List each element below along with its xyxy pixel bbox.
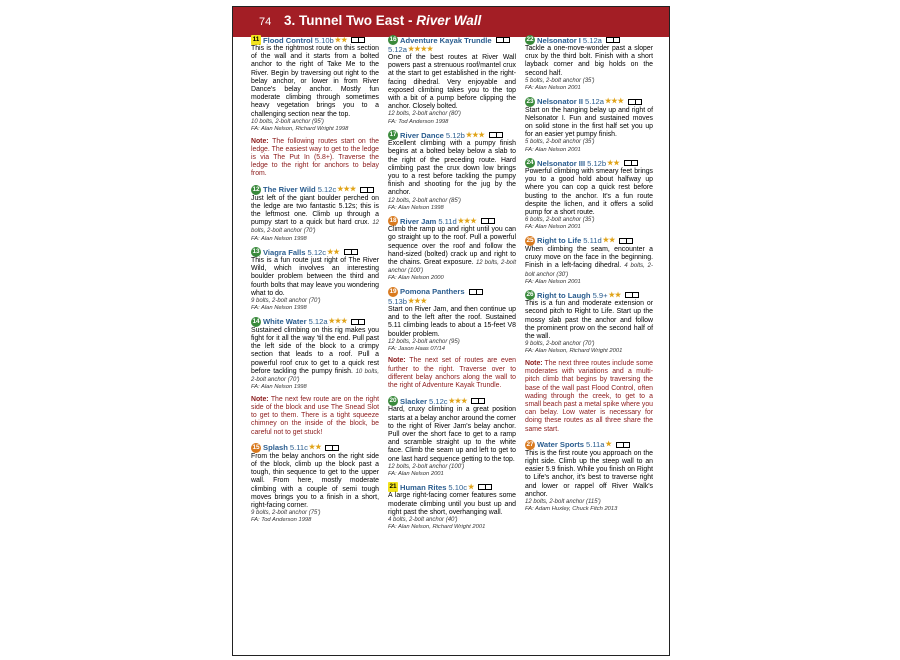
first-ascent: FA: Alan Nelson 1998 (251, 384, 307, 391)
route-description: This is the rightmost route on this section of the wall and it starts from a bolted anchor to the right of Take Me to the River. Begin by traversing out right to the belay anchor, or lower in from River Dance's belay anchor. Mostly fun moderate climbing through sometimes heavy vegetation brings you to a challenging section near the top. (251, 45, 379, 118)
route-grade: 5.12c (317, 185, 337, 195)
note-text: The following routes start on the ledge. The easiest way to get to the ledge is via The Put In (5.8+). Traverse the ledge to the right for anchors to belay from. (251, 137, 379, 178)
route-15 (251, 443, 379, 525)
route-grade: 5.13b (388, 296, 408, 306)
tick-box-icon (325, 445, 339, 451)
tick-box-icon (625, 292, 639, 298)
route-bolts: 12 bolts, 2-bolt anchor (70') (251, 220, 380, 235)
route-heading (388, 287, 516, 297)
first-ascent: FA: Alan Nelson 2001 (525, 146, 581, 153)
tick-box-icon (496, 37, 510, 43)
route-heading (251, 185, 379, 195)
first-ascent: FA: Alan Nelson 2000 (388, 275, 444, 282)
route-description: This is a fun and moderate extension or second pitch to Right to Life. Start up the mossy slab past the anchor and follow the prominent prow on the second half of the wall. (525, 300, 653, 341)
route-heading (525, 236, 653, 246)
route-description (251, 327, 379, 384)
route-name: River Jam (400, 216, 437, 226)
route-heading (525, 290, 653, 300)
route-heading (525, 440, 653, 450)
route-bolts: 12 bolts, 2-bolt anchor (100') (388, 260, 516, 275)
route-grade: 5.11c (289, 443, 308, 453)
star-rating: ★★★ (448, 397, 468, 405)
first-ascent: FA: Alan Nelson 2001 (525, 278, 581, 285)
route-name: River Dance (400, 130, 444, 140)
route-heading (251, 317, 379, 327)
tick-box-icon (624, 160, 638, 166)
route-bolts: 6 bolts, 2-bolt anchor (35') (525, 217, 595, 224)
note-snead-slot (251, 396, 379, 437)
route-name: Viagra Falls (263, 247, 306, 257)
route-bolts: 10 bolts, 2-bolt anchor (95') (251, 118, 324, 125)
route-name: Flood Control (263, 35, 313, 45)
route-number: 14 (252, 317, 260, 325)
tick-box-icon (619, 238, 633, 244)
route-22 (525, 35, 653, 92)
route-number: 22 (526, 36, 534, 43)
chapter-title (284, 13, 481, 28)
tick-box-icon (481, 218, 495, 224)
note-further-right (388, 357, 516, 390)
note-text: The next few route are on the right side of the block and use The Snead Slot to get to them. There is a tight squeeze chimney on the inside of the block, be careful not to get stuck! (251, 395, 379, 436)
star-rating: ★★ (308, 444, 322, 452)
route-14 (251, 317, 379, 391)
tick-box-icon (351, 37, 365, 43)
first-ascent: FA: Alan Nelson 1998 (388, 204, 444, 211)
route-bolts: 12 bolts, 2-bolt anchor (115') (525, 499, 601, 506)
tick-box-icon (360, 187, 374, 193)
description-text: Climb the ramp up and right until you can go straight up to the roof. Pull a powerful sequence over the roof and follow the hand-sized (bolted) crack up and right to the chains. Great exposure. (388, 226, 516, 267)
route-description: Powerful climbing with smeary feet brings you to a good hold about halfway up where you can cop a quick rest before busting to the anchor. It's a fun route despite the lichen, and it offers a solid pump for a short route. (525, 168, 653, 217)
route-heading (251, 443, 379, 453)
route-bolts: 12 bolts, 2-bolt anchor (100') (388, 463, 465, 470)
route-description: This is the first route you approach on the right side. Climb up the steep wall to an easier 5.9 finish. While you finish on Right to Life's anchor, it's best to traverse right and lower or rappel off River Walk's anchor. (525, 449, 653, 498)
star-rating: ★★ (602, 237, 616, 245)
route-name: Right to Laugh (537, 290, 591, 300)
star-rating: ★★★ (337, 186, 357, 194)
tick-box-icon (489, 132, 503, 138)
route-bolts: 12 bolts, 2-bolt anchor (95) (388, 338, 460, 345)
route-bolts: 9 bolts, 2-bolt anchor (70') (525, 341, 595, 348)
route-grade: 5.12b (445, 130, 465, 140)
route-number: 27 (526, 440, 534, 448)
route-21 (388, 482, 516, 531)
route-heading (388, 130, 516, 140)
first-ascent: FA: Alan Nelson, Richard Wright 1998 (251, 126, 349, 133)
tick-box-icon (628, 99, 642, 105)
route-name: Right to Life (537, 236, 582, 246)
route-grade: 5.12c (307, 247, 327, 257)
route-bolts: 4 bolts, 2-bolt anchor (30') (525, 263, 653, 278)
route-heading (251, 35, 379, 45)
star-rating: ★★★ (465, 131, 485, 139)
route-name: The River Wild (263, 185, 316, 195)
first-ascent: FA: Alan Nelson 2001 (525, 224, 581, 231)
route-bolts: 9 bolts, 2-bolt anchor (75') (251, 510, 321, 517)
route-description: This is a fun route just right of The River Wild, which involves an interesting boulder problem between the third and fourth bolts that may leave you wondering what to do. (251, 257, 379, 297)
route-number: 17 (389, 131, 397, 139)
route-grade: 5.10c (448, 482, 467, 492)
route-number: 20 (389, 397, 397, 405)
note-label: Note: (251, 395, 269, 403)
route-25 (525, 236, 653, 286)
route-heading (525, 35, 653, 45)
note-multi-pitch (525, 360, 653, 434)
route-18 (388, 216, 516, 282)
first-ascent: FA: Adam Huxley, Chuck Fitch 2013 (525, 506, 618, 513)
guidebook-page (232, 6, 670, 656)
route-name: Splash (263, 443, 288, 453)
first-ascent: FA: Alan Nelson, Richard Wright 2001 (525, 348, 623, 355)
note-label: Note: (251, 137, 269, 145)
route-17 (388, 130, 516, 212)
route-heading (251, 247, 379, 257)
star-rating: ★★★ (457, 217, 477, 225)
route-heading (388, 396, 516, 406)
route-number: 13 (252, 248, 260, 256)
first-ascent: FA: Jason Haas 07/14 (388, 345, 445, 352)
route-number: 18 (389, 217, 397, 225)
star-rating: ★★ (334, 36, 348, 44)
tick-box-icon (471, 398, 485, 404)
route-number: 19 (389, 287, 397, 295)
star-rating: ★★ (327, 248, 340, 256)
star-rating: ★ (468, 483, 475, 491)
star-rating: ★★ (608, 291, 622, 299)
route-24 (525, 158, 653, 231)
route-heading (525, 158, 653, 168)
route-description (251, 195, 379, 236)
route-description: From the belay anchors on the right side of the block, climb up the block past a tough, thin sequence to get to the upper wall. From here, mostly moderate climbing with a couple of semi tough moves brings you to a finish in a short, right-facing corner. (251, 452, 379, 509)
first-ascent: FA: Alan Nelson 2001 (525, 85, 581, 92)
star-rating: ★ (605, 441, 612, 449)
route-number: 23 (526, 97, 534, 105)
route-23 (525, 97, 653, 154)
route-heading (388, 482, 516, 492)
route-description: Start on the hanging belay up and right of Nelsonator I. Fun and sustained moves on solid stone in the first half set you up for an easier yet pumpy finish. (525, 106, 653, 139)
note-text: The next three routes include some moderates with variations and a multi-pitch climb that begins by traversing the base of the wall past Flood Control, often wading through the creek, to get to a small beach past a metal spike where you can belay. Low water is necessary for doing these routes as all three share the same start. (525, 359, 653, 433)
route-grade-line (388, 45, 516, 54)
route-number: 24 (526, 159, 534, 167)
note-label: Note: (388, 357, 406, 365)
route-description (525, 246, 653, 279)
star-rating: ★★★ (605, 98, 624, 106)
note-label: Note: (525, 359, 543, 367)
route-grade: 5.12c (429, 396, 448, 406)
route-name: White Water (263, 317, 307, 327)
first-ascent: FA: Alan Nelson 2001 (388, 470, 444, 477)
route-description: A large right-facing corner features some moderate climbing until you bust up and right past the short, overhanging wall. (388, 492, 516, 516)
page-number: 74 (259, 16, 272, 28)
route-name: Nelsonator II (537, 97, 583, 107)
tick-box-icon (616, 442, 630, 448)
route-bolts: 10 bolts, 2-bolt anchor (70') (251, 368, 380, 383)
first-ascent: FA: Alan Nelson 1998 (251, 305, 307, 312)
tick-box-icon (478, 484, 492, 490)
chapter-title-text: 3. Tunnel Two East - (284, 13, 417, 28)
route-description: Tackle a one-move-wonder past a sloper crux by the third bolt. Finish with a short layback corner and big holds on the second half. (525, 45, 653, 77)
route-name: Human Rites (400, 482, 447, 492)
first-ascent: FA: Tod Anderson 1998 (388, 118, 449, 125)
route-16 (388, 35, 516, 126)
wall-name: River Wall (416, 13, 482, 28)
star-rating: ★★★★ (408, 46, 434, 53)
route-20 (388, 396, 516, 478)
route-grade: 5.11d (583, 236, 602, 246)
route-12 (251, 185, 379, 243)
first-ascent: FA: Alan Nelson 1998 (251, 235, 307, 242)
route-grade: 5.12a (388, 45, 408, 54)
note-ledge (251, 138, 379, 179)
description-text: Just left of the giant boulder perched on the ledge are two fantastic 5.12s; this is the leftmost one. Climb up through a pumpy start to a quick but hard crux. (251, 194, 379, 227)
route-name: Water Sports (537, 440, 584, 450)
route-heading (388, 35, 516, 45)
route-27 (525, 440, 653, 513)
first-ascent: FA: Alan Nelson, Richard Wright 2001 (388, 524, 486, 531)
route-bolts: 4 bolts, 2-bolt anchor (40') (388, 517, 458, 524)
route-bolts: 5 bolts, 2-bolt anchor (35') (525, 77, 595, 84)
route-26 (525, 290, 653, 355)
route-grade: 5.11a (585, 440, 605, 450)
route-bolts: 12 bolts, 2-bolt anchor (80') (388, 111, 461, 118)
tick-box-icon (606, 37, 620, 43)
route-bolts: 5 bolts, 2-bolt anchor (35') (525, 139, 595, 146)
route-name: Nelsonator III (537, 158, 586, 168)
route-description: Excellent climbing with a pumpy finish begins at a bolted belay below a slab to the right of the preceding route. Hard climbing past the crux down low brings you to a rest before tackling the pumpy finish and shooting for the jug by the anchor. (388, 140, 516, 197)
tick-box-icon (469, 289, 483, 295)
route-name: Adventure Kayak Trundle (400, 35, 492, 45)
route-description: Hard, cruxy climbing in a great position starts at a belay anchor around the corner to the right of River Jam's belay anchor. Pull over the short face to get to a ramp and scramble straight up to the white face. Climb the seam up and left to get to one last hard sequence getting to the top. (388, 406, 516, 463)
route-description (388, 226, 516, 275)
route-11 (251, 35, 379, 133)
route-grade: 5.12a (585, 97, 605, 107)
route-description: One of the best routes at River Wall powers past a strenuous roof/mantel crux at the start to get established in the right-facing dihedral. Very enjoyable and exposed climbing takes you to the top with a bit of a pump before clipping the anchor. Closely bolted. (388, 54, 516, 111)
page-header (233, 7, 669, 37)
route-number: 16 (389, 36, 397, 43)
route-grade: 5.12b (587, 158, 607, 168)
route-grade: 5.9+ (592, 290, 608, 300)
route-grade: 5.12a (308, 317, 328, 327)
route-name: Slacker (400, 396, 428, 406)
star-rating: ★★★ (408, 297, 427, 305)
description-text: Sustained climbing on this rig makes you fight for it all the way 'til the end. Pull past the left side of the block to a crimpy section that leads to a roof. Pull a powerful roof crux to get to a quick rest before tackling the pumpy finish. (251, 326, 379, 375)
route-number: 11 (252, 36, 260, 43)
description-text: When climbing the seam, encounter a cruxy move on the face in the beginning. Finish in a left-facing dihedral. (525, 245, 653, 270)
route-bolts: 9 bolts, 2-bolt anchor (70') (251, 298, 321, 305)
route-heading (525, 97, 653, 107)
route-number: 15 (252, 443, 260, 451)
route-grade-line (388, 297, 516, 306)
route-13 (251, 247, 379, 312)
route-19 (388, 287, 516, 353)
route-name: Pomona Panthers (400, 287, 465, 297)
route-name: Nelsonator I (537, 35, 581, 45)
column-1 (251, 35, 379, 529)
route-number: 26 (526, 291, 534, 299)
route-grade: 5.12a (582, 35, 602, 45)
route-description: Start on River Jam, and then continue up and to the left after the roof. Sustained 5.11 climbing leads to about a 15-feet V8 boulder problem. (388, 305, 516, 338)
tick-box-icon (344, 249, 358, 255)
tick-box-icon (351, 319, 365, 325)
route-number: 25 (526, 236, 534, 244)
column-3 (525, 35, 653, 518)
route-number: 12 (252, 185, 260, 193)
route-number: 21 (389, 483, 397, 491)
route-heading (388, 216, 516, 226)
first-ascent: FA: Tod Anderson 1998 (251, 517, 312, 524)
route-bolts: 12 bolts, 2-bolt anchor (85') (388, 197, 461, 204)
star-rating: ★★★ (328, 318, 348, 326)
star-rating: ★★ (607, 159, 620, 167)
column-2 (388, 35, 516, 536)
note-text: The next set of routes are even further to the right. Traverse over to different belay anchors along the wall to the right of Adventure Kayak Trundle. (388, 357, 516, 390)
route-grade: 5.11d (438, 216, 457, 226)
route-grade: 5.10b (314, 35, 334, 45)
